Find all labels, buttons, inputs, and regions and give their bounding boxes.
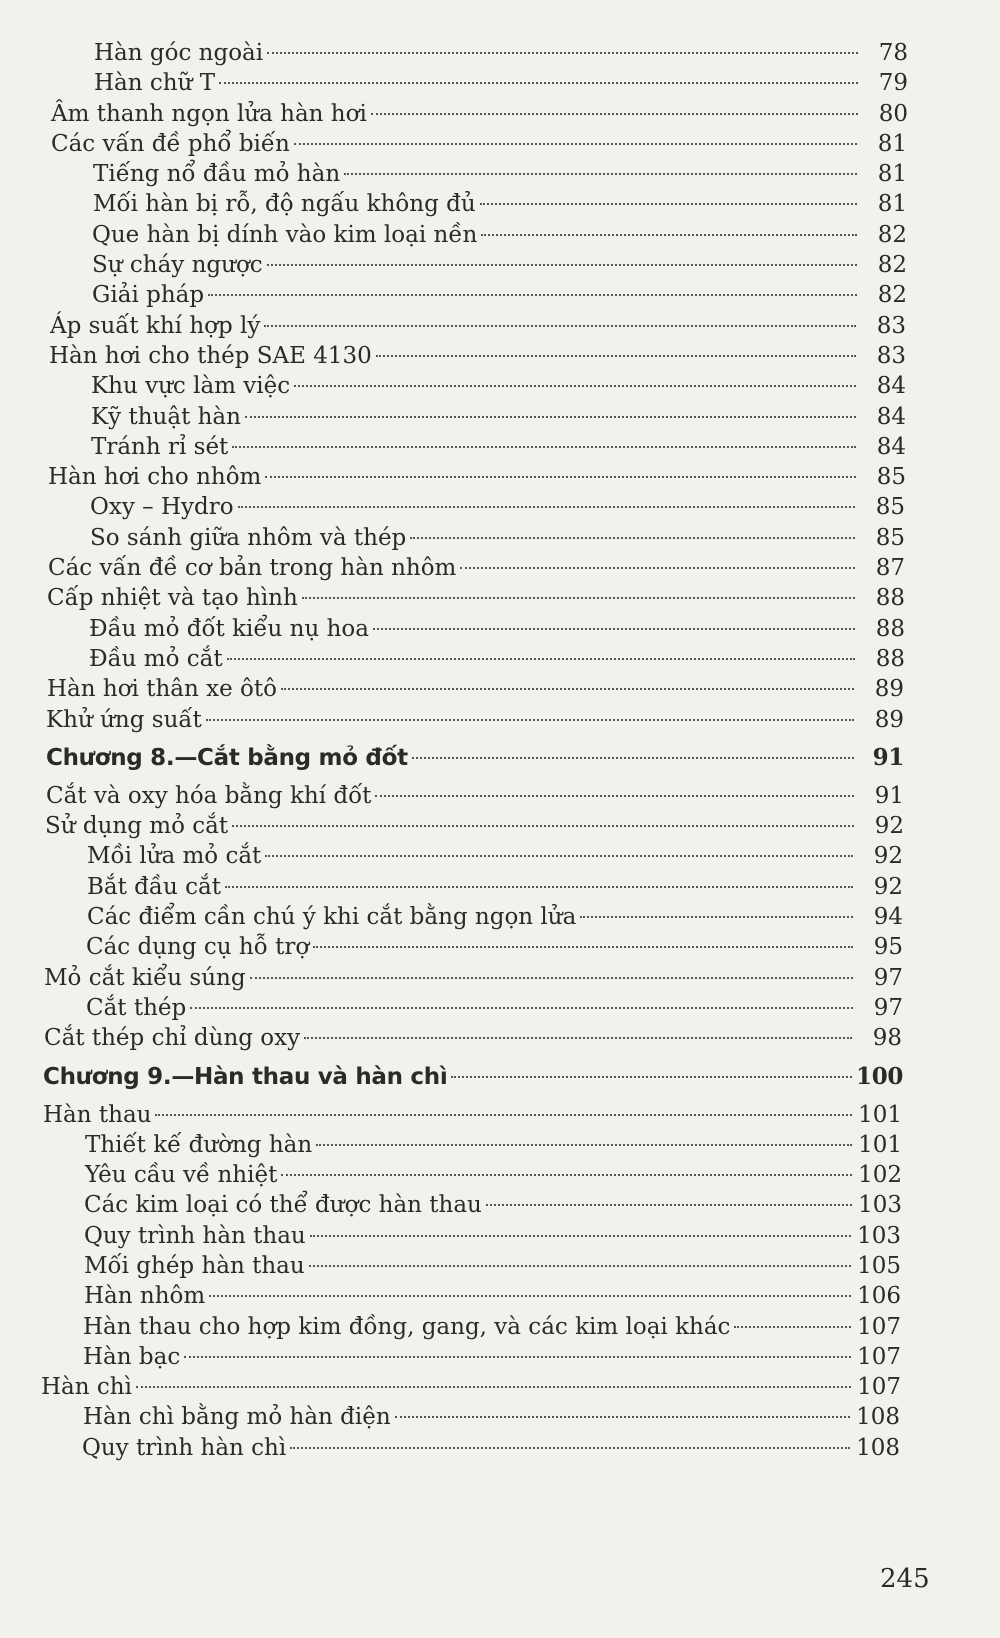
toc-entry-page: 108 (856, 1434, 900, 1461)
toc-entry-title: Quy trình hàn thau (84, 1222, 306, 1249)
toc-entry-title: Mối hàn bị rỗ, độ ngấu không đủ (93, 191, 476, 218)
toc-entry-page: 88 (875, 585, 905, 612)
toc-entry-title: Que hàn bị dính vào kim loại nền (92, 221, 478, 248)
toc-entry-title: Sự cháy ngược (92, 252, 263, 279)
dot-leader (486, 1204, 852, 1206)
toc-entry-title: Các vấn đề cơ bản trong hàn nhôm (48, 555, 457, 582)
toc-entry-title: Cắt thép (86, 994, 187, 1021)
toc-entry-page: 103 (858, 1192, 902, 1219)
toc-entry-title: Hàn chì (41, 1374, 132, 1401)
dot-leader (294, 385, 856, 387)
toc-entry-title: Oxy – Hydro (90, 494, 234, 521)
dot-leader (219, 82, 858, 84)
toc-subsection (0, 1402, 1000, 1432)
toc-entry-page: 89 (874, 676, 904, 703)
toc-subsection (0, 402, 1000, 432)
toc-entry-title: So sánh giữa nhôm và thép (90, 524, 407, 551)
toc-subsection (0, 902, 1000, 932)
dot-leader (245, 416, 856, 418)
toc-subsection (0, 614, 1000, 644)
toc-entry-title: Hàn hơi thân xe ôtô (47, 676, 277, 703)
toc-entry-title: Đầu mỏ cắt (89, 645, 223, 672)
toc-entry-title: Âm thanh ngọn lửa hàn hơi (51, 100, 367, 127)
toc-subsection (0, 644, 1000, 674)
toc-entry-page: 84 (876, 403, 906, 430)
dot-leader (580, 916, 853, 918)
toc-entry-title: Thiết kế đường hàn (85, 1131, 313, 1158)
toc-entry-title: Cắt và oxy hóa bằng khí đốt (46, 782, 372, 809)
dot-leader (375, 795, 854, 797)
dot-leader (410, 537, 855, 539)
dot-leader (206, 719, 854, 721)
toc-entry-page: 85 (875, 524, 905, 551)
toc-entry-page: 97 (873, 964, 903, 991)
page-number: 245 (880, 1564, 930, 1594)
dot-leader (294, 143, 857, 145)
toc-section (0, 705, 1000, 735)
toc-entry-page: 92 (873, 873, 903, 900)
dot-leader (310, 1235, 851, 1237)
toc-entry-page: 91 (872, 743, 904, 771)
toc-entry-page: 106 (857, 1283, 901, 1310)
dot-leader (267, 264, 857, 266)
toc-entry-page: 81 (877, 130, 907, 157)
toc-entry-page: 80 (878, 100, 908, 127)
toc-subsection (0, 523, 1000, 553)
toc-entry-title: Hàn bạc (83, 1343, 181, 1370)
dot-leader (451, 1076, 852, 1078)
toc-entry-title: Kỹ thuật hàn (91, 403, 241, 430)
toc-entry-title: Sử dụng mỏ cắt (45, 813, 229, 840)
toc-entry-title: Giải pháp (92, 282, 205, 309)
table-of-contents (0, 38, 1000, 1463)
toc-subsection (0, 38, 1000, 68)
dot-leader (155, 1114, 852, 1116)
toc-subsection (0, 1312, 1000, 1342)
dot-leader (480, 203, 857, 205)
toc-entry-title: Hàn nhôm (84, 1283, 206, 1310)
toc-entry-page: 82 (877, 282, 907, 309)
toc-section (0, 811, 1000, 841)
toc-entry-page: 87 (875, 555, 905, 582)
toc-subsection (0, 1251, 1000, 1281)
toc-entry-page: 81 (877, 191, 907, 218)
toc-entry-title: Khử ứng suất (46, 706, 202, 733)
toc-subsection (0, 1221, 1000, 1251)
dot-leader (225, 886, 853, 888)
toc-section (0, 1100, 1000, 1130)
toc-entry-page: 92 (874, 813, 904, 840)
toc-entry-page: 101 (858, 1101, 902, 1128)
dot-leader (209, 1295, 851, 1297)
dot-leader (267, 52, 858, 54)
toc-subsection (0, 1433, 1000, 1463)
toc-entry-page: 97 (873, 994, 903, 1021)
toc-entry-title: Chương 8.—Cắt bằng mỏ đốt (46, 744, 408, 771)
toc-section (0, 553, 1000, 583)
toc-entry-page: 85 (876, 464, 906, 491)
toc-entry-title: Cắt thép chỉ dùng oxy (44, 1025, 301, 1052)
toc-subsection (0, 189, 1000, 219)
toc-entry-page: 107 (857, 1374, 901, 1401)
toc-subsection (0, 1190, 1000, 1220)
toc-entry-page: 82 (877, 252, 907, 279)
toc-entry-page: 88 (875, 645, 905, 672)
toc-entry-page: 91 (874, 782, 904, 809)
dot-leader (460, 567, 855, 569)
toc-subsection (0, 220, 1000, 250)
toc-subsection (0, 68, 1000, 98)
dot-leader (290, 1447, 850, 1449)
dot-leader (395, 1416, 850, 1418)
toc-section (0, 781, 1000, 811)
toc-entry-title: Các kim loại có thể được hàn thau (84, 1192, 482, 1219)
toc-entry-title: Các dụng cụ hỗ trợ (86, 934, 310, 961)
dot-leader (190, 1007, 853, 1009)
toc-entry-title: Khu vực làm việc (91, 373, 291, 400)
toc-entry-title: Hàn chữ T (94, 70, 216, 97)
toc-entry-page: 105 (857, 1252, 901, 1279)
dot-leader (232, 446, 856, 448)
dot-leader (136, 1386, 851, 1388)
toc-entry-title: Các điểm cần chú ý khi cắt bằng ngọn lửa (87, 904, 577, 931)
toc-section (0, 129, 1000, 159)
toc-entry-page: 83 (876, 342, 906, 369)
toc-subsection (0, 432, 1000, 462)
dot-leader (316, 1144, 852, 1146)
toc-entry-page: 94 (873, 904, 903, 931)
toc-entry-page: 103 (857, 1222, 901, 1249)
dot-leader (304, 1037, 852, 1039)
toc-subsection (0, 280, 1000, 310)
dot-leader (309, 1265, 851, 1267)
dot-leader (232, 825, 854, 827)
dot-leader (265, 855, 853, 857)
toc-entry-title: Quy trình hàn chì (82, 1434, 287, 1461)
toc-entry-page: 83 (876, 312, 906, 339)
toc-entry-title: Đầu mỏ đốt kiểu nụ hoa (89, 615, 369, 642)
toc-subsection (0, 1160, 1000, 1190)
dot-leader (281, 688, 854, 690)
toc-entry-page: 108 (856, 1404, 900, 1431)
toc-entry-title: Cấp nhiệt và tạo hình (47, 585, 298, 612)
toc-section (0, 583, 1000, 613)
toc-subsection (0, 159, 1000, 189)
toc-subsection (0, 250, 1000, 280)
toc-subsection (0, 1281, 1000, 1311)
toc-entry-title: Mồi lửa mỏ cắt (87, 843, 262, 870)
dot-leader (376, 355, 856, 357)
toc-section (0, 963, 1000, 993)
dot-leader (373, 628, 855, 630)
toc-entry-title: Tiếng nổ đầu mỏ hàn (93, 161, 341, 188)
dot-leader (371, 113, 858, 115)
toc-entry-page: 95 (873, 934, 903, 961)
toc-entry-page: 98 (872, 1025, 902, 1052)
toc-section (0, 311, 1000, 341)
toc-section (0, 1372, 1000, 1402)
toc-entry-page: 89 (874, 706, 904, 733)
toc-entry-page: 92 (873, 843, 903, 870)
toc-entry-page: 78 (878, 40, 908, 66)
dot-leader (238, 506, 855, 508)
toc-entry-page: 102 (858, 1162, 902, 1189)
toc-entry-page: 107 (857, 1343, 901, 1370)
dot-leader (302, 597, 855, 599)
toc-entry-title: Yêu cầu về nhiệt (85, 1162, 278, 1189)
toc-entry-page: 82 (877, 221, 907, 248)
toc-section (0, 1023, 1000, 1053)
dot-leader (184, 1356, 851, 1358)
toc-subsection (0, 371, 1000, 401)
dot-leader (481, 234, 857, 236)
toc-subsection (0, 932, 1000, 962)
dot-leader (227, 658, 855, 660)
toc-entry-title: Các vấn đề phổ biến (51, 130, 290, 157)
toc-subsection (0, 492, 1000, 522)
toc-subsection (0, 841, 1000, 871)
toc-entry-page: 88 (875, 615, 905, 642)
toc-entry-title: Hàn thau (43, 1101, 152, 1128)
toc-entry-page: 100 (856, 1062, 904, 1090)
toc-entry-page: 84 (876, 373, 906, 400)
dot-leader (281, 1174, 852, 1176)
toc-entry-title: Hàn hơi cho thép SAE 4130 (49, 342, 372, 369)
toc-section (0, 341, 1000, 371)
toc-entry-title: Hàn thau cho hợp kim đồng, gang, và các kim loại khác (83, 1313, 731, 1340)
chapter-heading (0, 735, 1000, 781)
toc-subsection (0, 872, 1000, 902)
toc-subsection (0, 1130, 1000, 1160)
toc-entry-page: 81 (877, 161, 907, 188)
toc-subsection (0, 1342, 1000, 1372)
dot-leader (734, 1326, 851, 1328)
dot-leader (344, 173, 857, 175)
toc-entry-page: 101 (858, 1131, 902, 1158)
toc-entry-title: Tránh rỉ sét (91, 433, 229, 460)
dot-leader (313, 946, 853, 948)
toc-entry-title: Áp suất khí hợp lý (50, 312, 261, 339)
dot-leader (264, 325, 856, 327)
dot-leader (208, 294, 857, 296)
dot-leader (250, 977, 853, 979)
toc-entry-title: Hàn góc ngoài (94, 40, 264, 66)
toc-entry-page: 84 (876, 433, 906, 460)
toc-entry-page: 79 (878, 70, 908, 97)
toc-entry-title: Mối ghép hàn thau (84, 1252, 305, 1279)
toc-entry-title: Mỏ cắt kiểu súng (44, 964, 246, 991)
dot-leader (265, 476, 856, 478)
toc-entry-title: Chương 9.—Hàn thau và hàn chì (43, 1063, 448, 1090)
toc-entry-title: Bắt đầu cắt (87, 873, 221, 900)
toc-subsection (0, 993, 1000, 1023)
toc-section (0, 99, 1000, 129)
toc-section (0, 674, 1000, 704)
toc-entry-title: Hàn hơi cho nhôm (48, 464, 262, 491)
dot-leader (412, 757, 854, 759)
toc-entry-title: Hàn chì bằng mỏ hàn điện (83, 1404, 391, 1431)
chapter-heading (0, 1054, 1000, 1100)
toc-section (0, 462, 1000, 492)
toc-entry-page: 85 (875, 494, 905, 521)
toc-entry-page: 107 (857, 1313, 901, 1340)
